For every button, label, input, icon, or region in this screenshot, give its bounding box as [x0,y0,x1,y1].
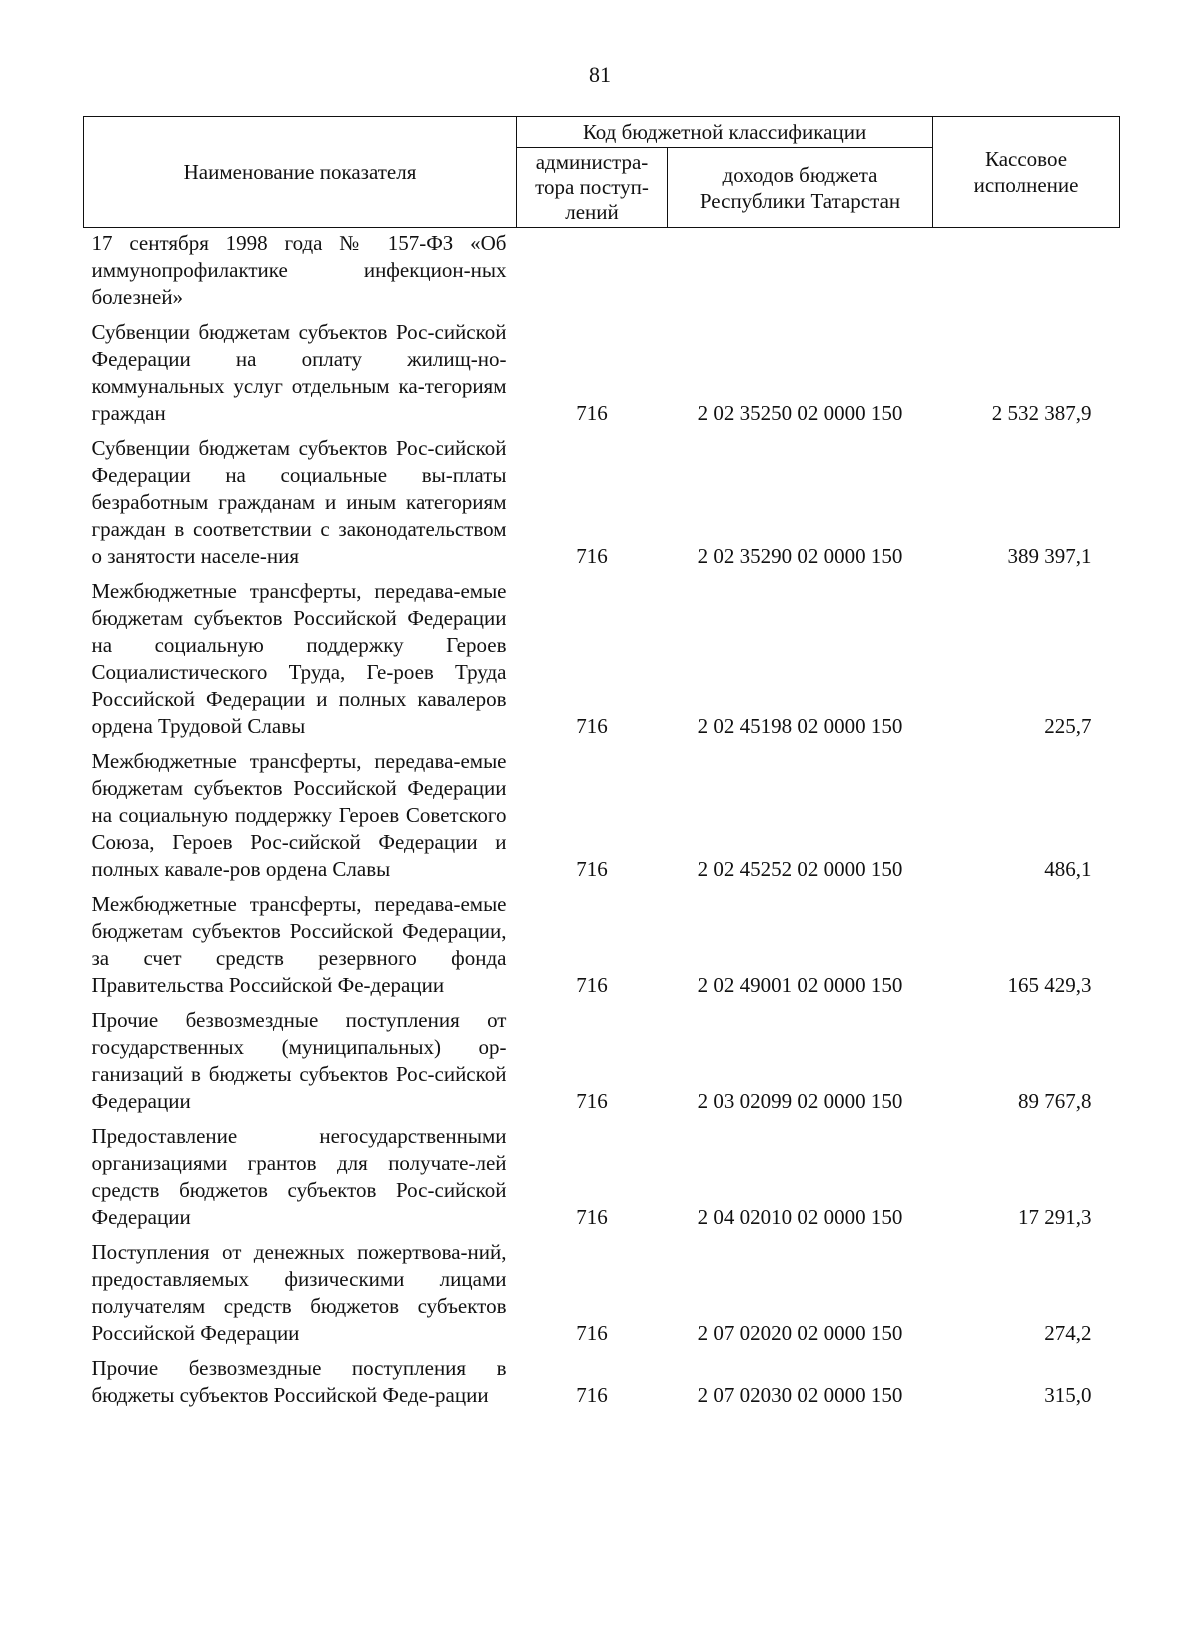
row-admin-code: 716 [576,714,608,738]
row-amount: 2 532 387,9 [991,401,1092,425]
row-name: Прочие безвозмездные поступления в бюджеты субъектов Российской Феде-рации [91,1356,507,1407]
row-name: Межбюджетные трансферты, передава-емые бюджетам субъектов Российской Федерации на социальную поддержку Героев Советского Союза, Героев Рос-сийской Федерации и полных кавале-ров ордена Славы [91,749,507,881]
table-row [84,576,1120,746]
row-income-code: 2 03 02099 02 0000 150 [697,1089,903,1113]
row-income-code: 2 02 35290 02 0000 150 [697,544,903,568]
row-admin-code: 716 [576,1205,608,1229]
row-name: Межбюджетные трансферты, передава-емые бюджетам субъектов Российской Федерации, за счет средств резервного фонда Правительства Российской Фе-дерации [91,892,507,997]
row-name: Прочие безвозмездные поступления от государственных (муниципальных) ор-ганизаций в бюджеты субъектов Рос-сийской Федерации [91,1008,507,1113]
row-name: 17 сентября 1998 года № 157-ФЗ «Об иммунопрофилактике инфекцион-ных болезней» [91,231,507,309]
row-amount: 389 397,1 [1007,544,1092,568]
row-income-code: 2 02 49001 02 0000 150 [697,973,903,997]
row-admin-code: 716 [576,973,608,997]
row-name: Субвенции бюджетам субъектов Рос-сийской Федерации на оплату жилищ-но-коммунальных услуг отдельным ка-тегориям граждан [91,320,507,425]
table-row [84,317,1120,433]
row-name: Межбюджетные трансферты, передава-емые бюджетам субъектов Российской Федерации на социальную поддержку Героев Социалистического Труда, Ге-роев Труда Российской Федерации и полных кавалеров ордена Трудовой Славы [91,579,507,738]
header-income-code: доходов бюджета Республики Татарстан [668,148,933,228]
row-amount [933,228,1120,318]
table-row [84,1121,1120,1237]
header-amount: Кассовое исполнение [933,117,1120,228]
row-admin-code: 716 [576,857,608,881]
row-name: Субвенции бюджетам субъектов Рос-сийской Федерации на социальные вы-платы безработным гражданам и иным категориям граждан в соответствии с законодательством о занятости населе-ния [91,436,507,568]
row-amount: 17 291,3 [1018,1205,1092,1229]
table-row [84,1005,1120,1121]
row-amount: 274,2 [1044,1321,1092,1345]
header-name: Наименование показателя [84,117,517,228]
row-admin-code: 716 [576,401,608,425]
row-income-code: 2 07 02030 02 0000 150 [697,1383,903,1407]
row-amount: 315,0 [1044,1383,1092,1407]
row-income-code: 2 02 45198 02 0000 150 [697,714,903,738]
page-number: 81 [589,62,611,87]
table-row [84,433,1120,576]
row-admin-code [517,228,668,318]
row-income-code [668,228,933,318]
budget-table [83,116,1120,1415]
row-admin-code: 716 [576,1321,608,1345]
table-body [84,228,1120,1416]
table-row [84,228,1120,318]
table-header [84,117,1120,228]
row-amount: 89 767,8 [1018,1089,1092,1113]
row-amount: 225,7 [1044,714,1092,738]
row-admin-code: 716 [576,1089,608,1113]
row-admin-code: 716 [576,1383,608,1407]
row-name: Поступления от денежных пожертвова-ний, предоставляемых физическими лицами получателям средств бюджетов субъектов Российской Федерации [91,1240,507,1345]
row-amount: 486,1 [1044,857,1092,881]
header-admin: администра-тора поступ-лений [517,148,668,228]
table-row [84,889,1120,1005]
row-amount: 165 429,3 [1007,973,1092,997]
row-income-code: 2 02 45252 02 0000 150 [697,857,903,881]
table-row [84,746,1120,889]
row-name: Предоставление негосударственными организациями грантов для получате-лей средств бюджетов субъектов Рос-сийской Федерации [91,1124,507,1229]
row-income-code: 2 04 02010 02 0000 150 [697,1205,903,1229]
row-income-code: 2 07 02020 02 0000 150 [697,1321,903,1345]
row-income-code: 2 02 35250 02 0000 150 [697,401,903,425]
table-row [84,1353,1120,1415]
header-classification-code: Код бюджетной классификации [517,117,933,148]
table-row [84,1237,1120,1353]
row-admin-code: 716 [576,544,608,568]
